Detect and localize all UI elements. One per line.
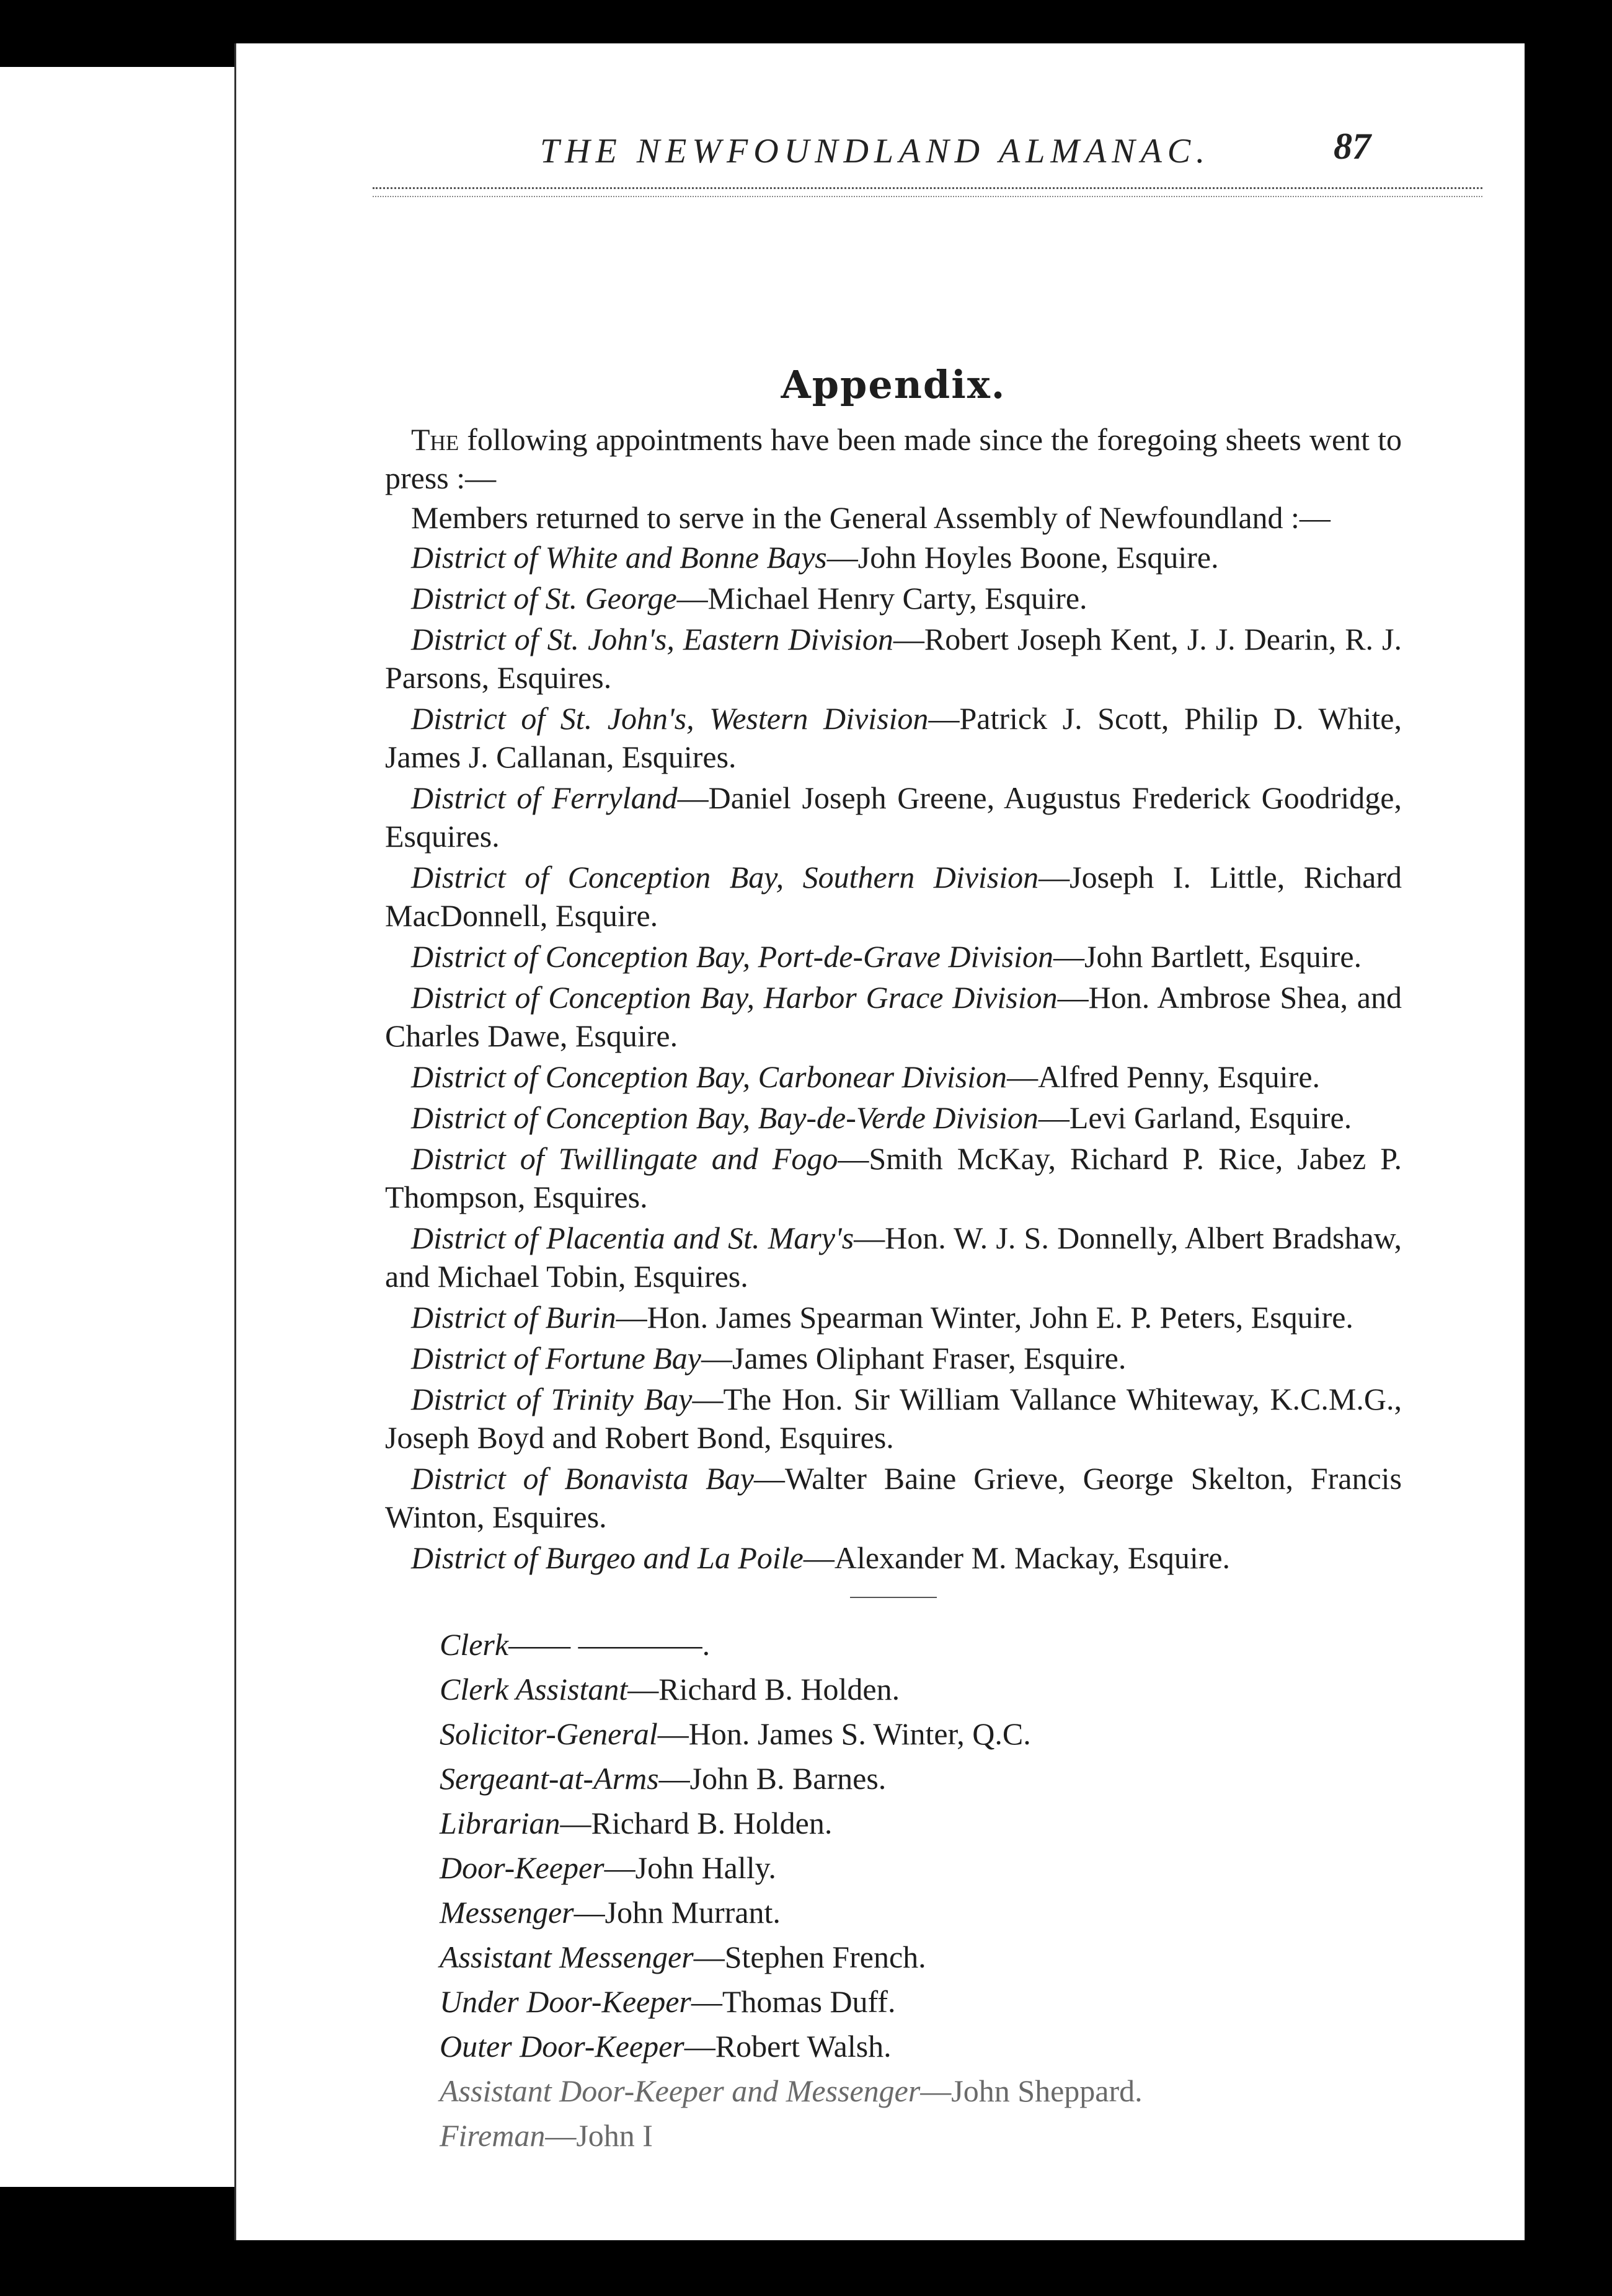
officer-name: —— ————. xyxy=(508,1627,711,1662)
district-entry xyxy=(385,1139,1402,1216)
district-name: District of St. George xyxy=(411,581,677,616)
district-name: District of Conception Bay, Bay-de-Verde Division xyxy=(411,1100,1038,1135)
officer-title: Outer Door-Keeper xyxy=(440,2029,684,2064)
appendix-heading: Appendix. xyxy=(781,362,1006,407)
officer-name: —Robert Walsh. xyxy=(684,2029,892,2064)
district-entry xyxy=(385,1339,1402,1377)
officer-entry xyxy=(440,1893,1402,1932)
district-members: —James Oliphant Fraser, Esquire. xyxy=(701,1341,1127,1375)
district-members: —Walter Baine Grieve, George Skelton, Francis Winton, Esquires. xyxy=(385,1461,1402,1534)
district-members: —Hon. James Spearman Winter, John E. P. Peters, Esquire. xyxy=(616,1300,1353,1335)
officer-name: —John Sheppard. xyxy=(920,2073,1143,2108)
intro-lead: The xyxy=(411,422,459,457)
district-entry xyxy=(385,858,1402,935)
district-name: District of Twillingate and Fogo xyxy=(411,1141,838,1176)
district-name: District of St. John's, Western Division xyxy=(411,701,929,736)
officer-entry xyxy=(440,1670,1402,1708)
district-name: District of Trinity Bay xyxy=(411,1382,693,1416)
officer-title: Door-Keeper xyxy=(440,1850,604,1885)
officer-title: Clerk xyxy=(440,1627,509,1662)
officer-entry xyxy=(440,2027,1402,2065)
facing-page xyxy=(0,67,261,2187)
district-members: —Hon. W. J. S. Donnelly, Albert Bradshaw, and Michael Tobin, Esquires. xyxy=(385,1221,1402,1294)
officer-name: —Thomas Duff. xyxy=(691,1984,896,2019)
district-name: District of Conception Bay, Southern Division xyxy=(411,860,1039,894)
page-header xyxy=(236,43,1525,205)
members-line: Members returned to serve in the General Assembly of Newfoundland :— xyxy=(411,500,1331,535)
officer-name: —John Hally. xyxy=(604,1850,776,1885)
district-entry xyxy=(385,1459,1402,1536)
officer-name: —Richard B. Holden. xyxy=(560,1806,833,1840)
district-name: District of Burgeo and La Poile xyxy=(411,1540,804,1575)
officer-list xyxy=(385,1625,1402,2155)
district-entry xyxy=(385,699,1402,776)
officer-name: —Hon. James S. Winter, Q.C. xyxy=(657,1716,1031,1751)
officer-name: —Stephen French. xyxy=(693,1940,926,1974)
district-entry xyxy=(385,579,1402,617)
district-entry xyxy=(385,1380,1402,1457)
district-members: —Robert Joseph Kent, J. J. Dearin, R. J. Parsons, Esquires. xyxy=(385,622,1402,695)
district-name: District of Conception Bay, Port-de-Grave Division xyxy=(411,939,1053,974)
intro-text: following appointments have been made since the foregoing sheets went to press :— xyxy=(385,422,1402,495)
district-entry xyxy=(385,1098,1402,1137)
officer-entry xyxy=(440,1715,1402,1753)
officer-entry xyxy=(440,1938,1402,1976)
district-members: —Patrick J. Scott, Philip D. White, James J. Callanan, Esquires. xyxy=(385,701,1402,774)
officer-entry xyxy=(440,2116,1402,2155)
officer-entry xyxy=(440,1982,1402,2021)
officer-title: Clerk Assistant xyxy=(440,1672,628,1707)
officer-title: Messenger xyxy=(440,1895,574,1930)
intro-paragraph xyxy=(385,420,1402,497)
district-members: —Hon. Ambrose Shea, and Charles Dawe, Esquire. xyxy=(385,980,1402,1053)
district-members: —The Hon. Sir William Vallance Whiteway, K.C.M.G., Joseph Boyd and Robert Bond, Esquires. xyxy=(385,1382,1402,1455)
district-members: —Smith McKay, Richard P. Rice, Jabez P. Thompson, Esquires. xyxy=(385,1141,1402,1214)
district-entry xyxy=(385,1057,1402,1096)
district-entry xyxy=(385,1219,1402,1296)
district-name: District of White and Bonne Bays xyxy=(411,540,827,575)
officer-title: Sergeant-at-Arms xyxy=(440,1761,659,1796)
running-head: THE NEWFOUNDLAND ALMANAC. xyxy=(540,132,1211,170)
district-name: District of Burin xyxy=(411,1300,616,1335)
district-entry xyxy=(385,978,1402,1055)
district-list xyxy=(385,538,1402,1577)
district-members: —Alfred Penny, Esquire. xyxy=(1007,1059,1321,1094)
district-members: —Joseph I. Little, Richard MacDonnell, Esquire. xyxy=(385,860,1402,933)
district-members: —Alexander M. Mackay, Esquire. xyxy=(803,1540,1231,1575)
district-name: District of Bonavista Bay xyxy=(411,1461,754,1496)
district-entry xyxy=(385,620,1402,697)
district-entry xyxy=(385,538,1402,576)
page-body xyxy=(385,362,1402,2161)
header-rule xyxy=(373,187,1482,189)
officer-entry xyxy=(440,1759,1402,1798)
officer-name: —John I xyxy=(545,2118,653,2153)
officer-entry xyxy=(440,2072,1402,2110)
officer-title: Assistant Messenger xyxy=(440,1940,694,1974)
officer-title: Under Door-Keeper xyxy=(440,1984,691,2019)
district-members: —John Bartlett, Esquire. xyxy=(1053,939,1362,974)
district-name: District of Conception Bay, Harbor Grace Division xyxy=(411,980,1058,1015)
district-name: District of Placentia and St. Mary's xyxy=(411,1221,854,1255)
officer-title: Solicitor-General xyxy=(440,1716,658,1751)
district-members: —Michael Henry Carty, Esquire. xyxy=(676,581,1087,616)
district-entry xyxy=(385,1539,1402,1577)
district-entry xyxy=(385,937,1402,976)
district-entry xyxy=(385,1298,1402,1336)
header-rule-secondary xyxy=(373,196,1482,197)
district-name: District of Conception Bay, Carbonear Division xyxy=(411,1059,1008,1094)
officer-title: Assistant Door-Keeper and Messenger xyxy=(440,2073,921,2108)
officer-name: —John B. Barnes. xyxy=(658,1761,887,1796)
officer-name: —John Murrant. xyxy=(574,1895,781,1930)
almanac-page xyxy=(234,43,1525,2240)
district-members: —Levi Garland, Esquire. xyxy=(1038,1100,1352,1135)
officer-name: —Richard B. Holden. xyxy=(627,1672,900,1707)
district-members: —Daniel Joseph Greene, Augustus Frederick Goodridge, Esquires. xyxy=(385,780,1402,854)
officer-title: Fireman xyxy=(440,2118,546,2153)
district-name: District of Fortune Bay xyxy=(411,1341,701,1375)
section-divider xyxy=(850,1597,937,1598)
district-name: District of Ferryland xyxy=(411,780,678,815)
officer-entry xyxy=(440,1848,1402,1887)
district-members: —John Hoyles Boone, Esquire. xyxy=(826,540,1219,575)
officer-title: Librarian xyxy=(440,1806,560,1840)
district-entry xyxy=(385,779,1402,855)
page-number: 87 xyxy=(1334,126,1371,167)
district-name: District of St. John's, Eastern Division xyxy=(411,622,893,656)
officer-entry xyxy=(440,1804,1402,1842)
officer-entry xyxy=(440,1625,1402,1664)
